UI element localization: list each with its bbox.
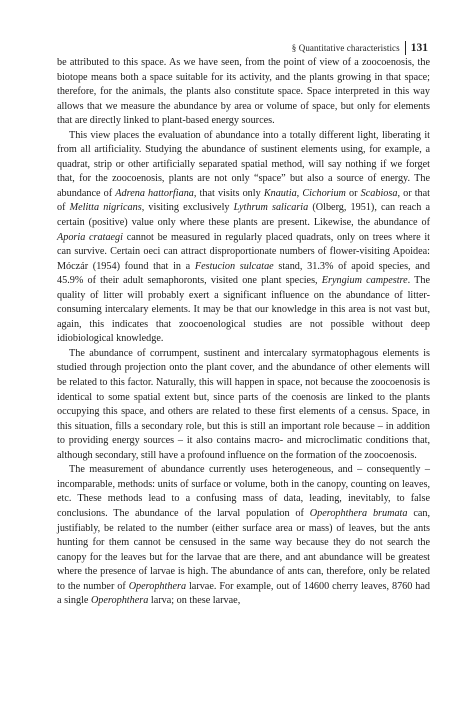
italic-term: Knautia, Cichorium [263,187,346,199]
text-run: . The quality of litter will probably exert a significant influence on the abundance of litter-consuming intercalary elements. It may be that our knowledge in this area is not vast but, again, this indicates that zoocoenological studies are not possible without deep idiobiological knowledge. [57,275,431,345]
text-run: (Olberg, 1951), can reach a certain (positive) value only where these plants are present. Likewise, the abundance of [57,202,430,229]
text-run: , that visits only [193,187,264,199]
italic-term: Scabiosa [360,187,398,199]
text-run: larvae. For example, out of 14600 cherry leaves, 8760 had a single [57,580,430,607]
italic-term: Operophthera [128,580,187,592]
text-run: This view places the evaluation of abundance into a totally different light, liberating it from all artificiality. Studying the abundance of sustinent elements using, for example, a quadrat, strip or other artificially separated spatial method, will say nothing if we forget that, for the zoocoenosis, plants are not only “space” but also a source of energy. The abundance of [57,129,430,199]
italic-term: Lythrum salicaria [233,202,309,214]
page-number: 131 [410,42,428,54]
italic-term: Adrena hattorfiana [115,187,194,199]
italic-term: Aporia crataegi [57,231,123,243]
italic-term: Eryngium campestre [321,275,408,287]
text-run: The abundance of corrumpent, sustinent and intercalary syrmatophagous elements is studied through projection onto the plant cover, and the abundance of other elements will be related to this factor. Naturally, this will happen in space, not because the zoocoenosis is identical to some spatial extent but, since parts of the coenosis are linked to the plants occupying this space, and others are related to these first elements of a census. Space, in this situation, fills a secondary role, but this is still an important role because – in addition to providing energy sources – it also contains macro- and microclimatic conditions that, although secondary, still have a profound influence on the formation of the zoocoenosis. [57,347,430,461]
italic-term: Melitta nigricans [69,202,142,214]
paragraph [57,129,430,347]
paragraph [57,347,430,463]
italic-term: Operophthera brumata [309,507,408,519]
header-divider [405,41,406,55]
text-run: , visiting exclusively [141,202,234,214]
text-run: larva; on these larvae, [148,595,241,607]
page-header [292,41,428,55]
text-run: cannot be measured in regularly placed quadrats, only on trees where it can survive. Certain oeci can attract disproportionate numbers of flower-visiting Apoidea: Móczár (1954) found that in a [57,231,431,272]
text-run: or [345,187,361,199]
text-run: can, justifiably, be related to the number (either surface area or mass) of leaves, but the ants hunting for them cannot be censused in the same way because they do not search the canopy for the leaves but for the larvae that are there, and ant abundance will be greatest where the presence of larvae is high. The abundance of ants can, therefore, only be related to the number of [57,507,431,592]
text-run: , or that of [57,187,431,214]
italic-term: Operophthera [90,595,149,607]
paragraph [57,56,430,129]
paragraph [57,463,430,608]
text-run: be attributed to this space. As we have seen, from the point of view of a zoocoenosis, the biotope means both a space suitable for its activity, and the plants growing in that space; therefore, for the animals, the plants also constitute space. Space interpreted in this way allows that we measure the abundance by area or volume of space, but only for elements that are directly linked to plant-based energy sources. [57,57,430,127]
text-run: stand, 31.3% of apoid species, and 45.9% of their adult semaphoronts, visited one plant species, [57,260,430,287]
running-title: § Quantitative characteristics [291,43,400,53]
text-run: The measurement of abundance currently uses heterogeneous, and – consequently – incomparable, methods: units of surface or volume, both in the canopy, counting on leaves, etc. These methods lead to a confusing mass of data, leading, inevitably, to false conclusions. The abundance of the larval population of [57,464,430,519]
italic-term: Festucion sulcatae [194,260,274,272]
body-text [57,56,430,609]
